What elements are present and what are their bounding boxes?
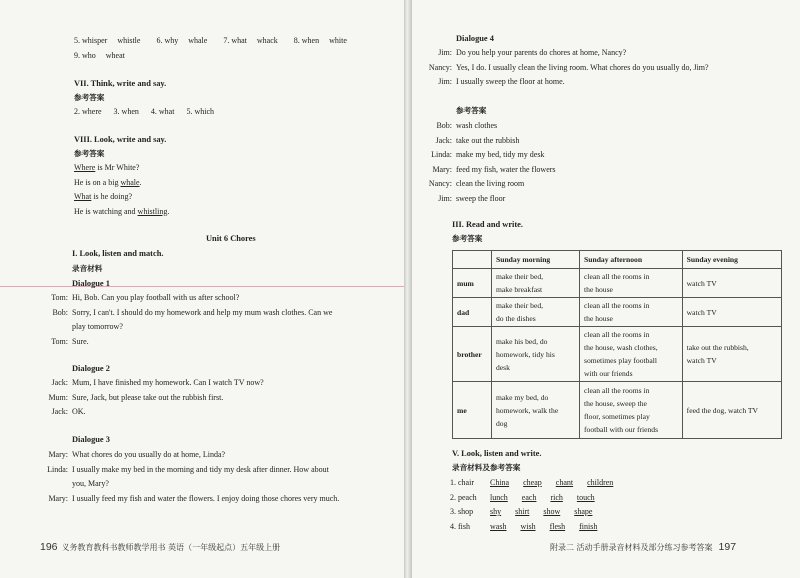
utterance: I usually make my bed in the morning and tidy my desk after dinner. How about [72,464,329,474]
text: . [167,206,170,216]
cell-line: watch TV [686,307,717,317]
answer-word: lunch [490,492,508,502]
speaker: Mum: [48,392,68,402]
dialogue-3-line [40,450,225,460]
answer-word: flesh [549,521,566,531]
utterance: play tomorrow? [72,322,123,332]
dialogue-2-line [40,393,223,403]
table-cell-evening [682,298,781,327]
cell-line: dog [496,418,508,428]
table-row [453,382,782,439]
speaker: Jack: [51,378,68,387]
answer-word: finish [579,521,598,531]
cell-line: clean all the rooms in [584,301,650,310]
answer-word: show [543,507,561,516]
section-8-line [74,192,132,202]
section-5-row [450,493,609,503]
cell-line: sometimes play football [584,356,658,365]
cell-line: make their bed, [496,301,544,310]
word-row-9-item: 9. who [74,51,96,60]
cell-line: take out the rubbish, [686,343,749,352]
cell-line: football with our friends [584,425,659,434]
reference-answers: 参考答案 [456,106,487,115]
section-7-answers-item: 5. which [186,107,214,116]
word-row-5-item: whack [256,36,278,45]
section-8-title: VIII. Look, write and say. [74,135,167,144]
answer-list-line [422,150,544,160]
answer-word: each [521,492,537,502]
table-cell-evening [682,327,781,382]
cell-line: homework, tidy his [496,349,555,359]
word-row-5-item: 8. when [293,36,320,45]
speaker: Jack: [435,135,452,145]
row-person: mum [453,269,492,298]
section-1-title: I. Look, listen and match. [72,249,164,258]
dialogue-4-line [422,48,626,58]
speaker: Jim: [438,77,452,86]
answer-word: shape [574,507,593,516]
utterance: Do you help your parents do chores at home, Nancy? [456,48,627,57]
cell-line: homework, walk the [496,405,559,415]
answer-list-line [422,121,497,131]
answer-word: shirt [515,507,530,516]
answer-list-line [422,179,524,189]
table-cell-evening [682,382,781,439]
section-7-answers [74,107,226,117]
dialogue-1-line [40,322,123,332]
section-5-subtitle: 录音材料及参考答案 [452,463,521,472]
section-3-title: III. Read and write. [452,220,523,229]
cell-line: make their bed, [496,272,544,281]
table-header-cell [453,251,492,269]
margin-mark [0,286,404,287]
answer-word: wish [520,521,536,531]
word-row-9 [74,51,137,61]
section-7-answers-item: 2. where [74,107,102,116]
word-row-9-item: wheat [105,51,125,60]
utterance: I usually sweep the floor at home. [456,77,565,86]
speaker: Mary: [432,164,452,174]
dialogue-3-line [40,479,109,489]
table-cell-morning [492,382,580,439]
cell-line: the house [584,314,613,323]
utterance: make my bed, tidy my desk [456,150,545,160]
dialogue-1-line [40,293,239,303]
word-row-5-item: whale [188,36,208,45]
answer-list-line [422,165,556,175]
utterance: What chores do you usually do at home, Linda? [72,450,226,459]
dialogue-4-line [422,63,709,73]
page-gutter [404,0,412,578]
row-person: brother [453,327,492,382]
text: He is on a big [74,177,121,187]
cell-line: watch TV [686,278,717,288]
utterance: Mum, I have finished my homework. Can I watch TV now? [72,378,264,387]
footer [550,541,736,553]
table-row [453,327,782,382]
word-number: 4. fish [450,521,470,531]
section-5-row [450,507,606,517]
answer-word: China [490,478,510,487]
speaker: Tom: [51,293,68,302]
answer-word: What [74,192,92,201]
speaker: Mary: [48,450,68,459]
section-8-line [74,207,169,217]
speaker: Nancy: [428,62,452,72]
answer-word: rich [550,492,563,502]
table-cell-evening [682,269,781,298]
answer-word: chant [555,478,574,487]
word-row-5-item: white [329,36,347,45]
dialogue-1-line [40,308,332,318]
section-3-reference: 参考答案 [452,234,483,243]
utterance: wash clothes [456,121,498,130]
word-number: 3. shop [450,507,474,516]
section-8-line [74,163,139,173]
table-header-cell: Sunday evening [682,251,781,269]
speaker: Jim: [438,194,452,203]
cell-line: with our friends [584,369,633,378]
page-number: 196 [40,541,58,553]
table-cell-morning [492,327,580,382]
word-row-5-item: 7. what [223,36,247,45]
answer-word: children [587,478,614,487]
word-row-5-item: whistle [117,36,141,45]
dialogue-3-line [40,494,339,504]
dialogue-3-line [40,465,329,475]
dialogue-4-title: Dialogue 4 [456,34,494,43]
section-5-title: V. Look, listen and write. [452,449,542,458]
speaker: Bob: [52,307,68,317]
cell-line: watch TV [686,356,717,365]
speaker: Linda: [431,150,452,160]
cell-line: floor, sometimes play [584,412,650,421]
table-cell-morning [492,269,580,298]
speaker: Nancy: [428,179,452,189]
word-row-5 [74,36,359,46]
speaker: Jim: [438,48,452,57]
section-7-reference: 参考答案 [74,93,105,102]
section-title: 附录二 活动手册录音材料及部分练习参考答案 [550,543,713,552]
chores-table [452,250,782,439]
book-title: 义务教育教科书教师教学用书 英语（一年级起点）五年级上册 [61,543,281,552]
text: is Mr White? [95,163,140,172]
cell-line: the house, wash clothes, [584,343,658,352]
dialogue-2-line [40,378,264,388]
utterance: Yes, I do. I usually clean the living room. What chores do you usually do, Jim? [456,62,709,72]
utterance: Hi, Bob. Can you play football with us after school? [72,293,240,302]
section-8-reference: 参考答案 [74,149,105,158]
table-cell-morning [492,298,580,327]
utterance: take out the rubbish [456,135,520,145]
right-page [412,0,800,578]
utterance: you, Mary? [72,479,109,489]
section-1-subtitle: 录音材料 [72,264,103,273]
section-7-title: VII. Think, write and say. [74,79,167,88]
answer-list-line [422,136,519,146]
table-cell-afternoon [580,382,683,439]
speaker: Linda: [47,464,68,474]
dialogue-2-title: Dialogue 2 [72,364,110,373]
utterance: Sure, Jack, but please take out the rubbish first. [72,392,224,402]
page-number: 197 [718,541,737,553]
speaker: Tom: [51,337,68,347]
dialogue-4-line [422,77,565,87]
text: . [139,177,142,187]
row-person: dad [453,298,492,327]
cell-line: the house, sweep the [584,399,647,408]
table-row [453,269,782,298]
table-header-cell: Sunday morning [492,251,580,269]
word-number: 2. peach [450,492,477,502]
table-row [453,298,782,327]
utterance: feed my fish, water the flowers [456,164,556,174]
answer-word: whale [120,177,140,187]
cell-line: clean all the rooms in [584,272,650,281]
answer-word: Where [74,163,96,172]
word-row-5-item: 6. why [156,36,179,45]
text: He is watching and [74,206,138,216]
table-header-row [453,251,782,269]
table-cell-afternoon [580,327,683,382]
text: is he doing? [91,192,132,201]
dialogue-1-line [40,337,89,347]
utterance: Sure. [72,337,89,347]
section-5-row [450,478,627,488]
answer-word: wash [490,521,507,531]
cell-line: do the dishes [496,314,536,323]
cell-line: clean all the rooms in [584,386,650,395]
footer [40,541,280,553]
cell-line: desk [496,362,510,372]
section-5-row [450,522,611,532]
answer-word: cheap [523,478,542,487]
word-row-5-item: 5. whisper [74,36,108,45]
table-cell-afternoon [580,269,683,298]
word-number: 1. chair [450,478,474,487]
speaker: Jack: [51,407,68,417]
dialogue-2-line [40,407,86,417]
utterance: Sorry, I can't. I should do my homework and help my mum wash clothes. Can we [72,307,333,317]
answer-list-line [422,194,505,204]
answer-word: touch [576,492,595,502]
dialogue-3-title: Dialogue 3 [72,435,110,444]
unit-title: Unit 6 Chores [206,234,256,243]
utterance: I usually feed my fish and water the flowers. I enjoy doing those chores very much. [72,494,340,504]
answer-word: whistling [137,206,168,216]
cell-line: feed the dog, watch TV [686,405,759,415]
utterance: OK. [72,407,86,417]
cell-line: the house [584,285,613,294]
table-header-cell: Sunday afternoon [580,251,683,269]
dialogue-1-title: Dialogue 1 [72,279,110,288]
section-7-answers-item: 3. when [113,107,139,116]
answer-word: shy [490,507,502,516]
cell-line: make my bed, do [496,392,549,402]
cell-line: clean all the rooms in [584,330,650,339]
speaker: Mary: [48,494,68,504]
row-person: me [453,382,492,439]
utterance: sweep the floor [456,194,506,203]
section-7-answers-item: 4. what [150,107,175,116]
section-8-line [74,178,142,188]
cell-line: make breakfast [496,285,543,294]
speaker: Bob: [436,121,452,130]
table-cell-afternoon [580,298,683,327]
cell-line: make his bed, do [496,336,548,346]
utterance: clean the living room [456,179,525,189]
